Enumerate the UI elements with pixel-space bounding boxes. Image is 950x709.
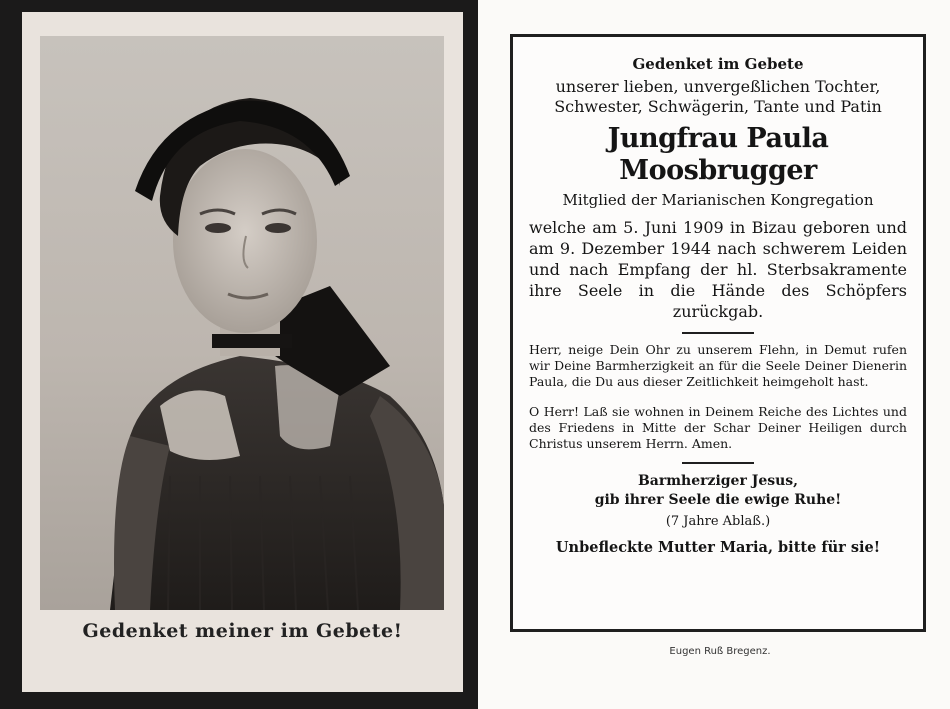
final-invocation: Unbefleckte Mutter Maria, bitte für sie! [555, 539, 881, 556]
prayer-paragraph-2: O Herr! Laß sie wohnen in Deinem Reiche des Lichtes und des Friedens in Mitte der Schar Deiner Heiligen durch Christus unserem Herrn. Amen. [529, 404, 907, 451]
divider-rule [682, 332, 754, 334]
portrait-photo [40, 36, 444, 610]
portrait-illustration [40, 36, 444, 610]
memorial-text-card [510, 34, 926, 632]
indulgence-note: (7 Jahre Ablaß.) [665, 514, 771, 529]
closing-line-2: gib ihrer Seele die ewige Ruhe! [594, 492, 842, 508]
photo-caption: Gedenket meiner im Gebete! [82, 620, 403, 642]
membership-line: Mitglied der Marianischen Kongregation [562, 191, 874, 209]
card-heading: Gedenket im Gebete [632, 55, 804, 73]
printer-credit: Eugen Ruß Bregenz. [669, 646, 771, 657]
photo-card [22, 12, 463, 692]
intro-text: unserer lieben, unvergeßlichen Tochter, Schwester, Schwägerin, Tante und Patin [554, 77, 882, 116]
prayer-paragraph-1: Herr, neige Dein Ohr zu unserem Flehn, in Demut rufen wir Deine Barmherzigkeit an für die Seele Deiner Dienerin Paula, die Du aus dieser Zeitlichkeit heimgeholt hast. [529, 342, 907, 389]
deceased-name: Jungfrau Paula Moosbrugger [607, 123, 829, 186]
closing-line-1: Barmherziger Jesus, [637, 473, 799, 489]
biography-text: welche am 5. Juni 1909 in Bizau geboren und am 9. Dezember 1944 nach schwerem Leiden und nach Empfang der hl. Sterbsakramente ihre Seele in die Hände des Schöpfers zurückgab. [529, 218, 907, 321]
divider-rule [682, 462, 754, 464]
